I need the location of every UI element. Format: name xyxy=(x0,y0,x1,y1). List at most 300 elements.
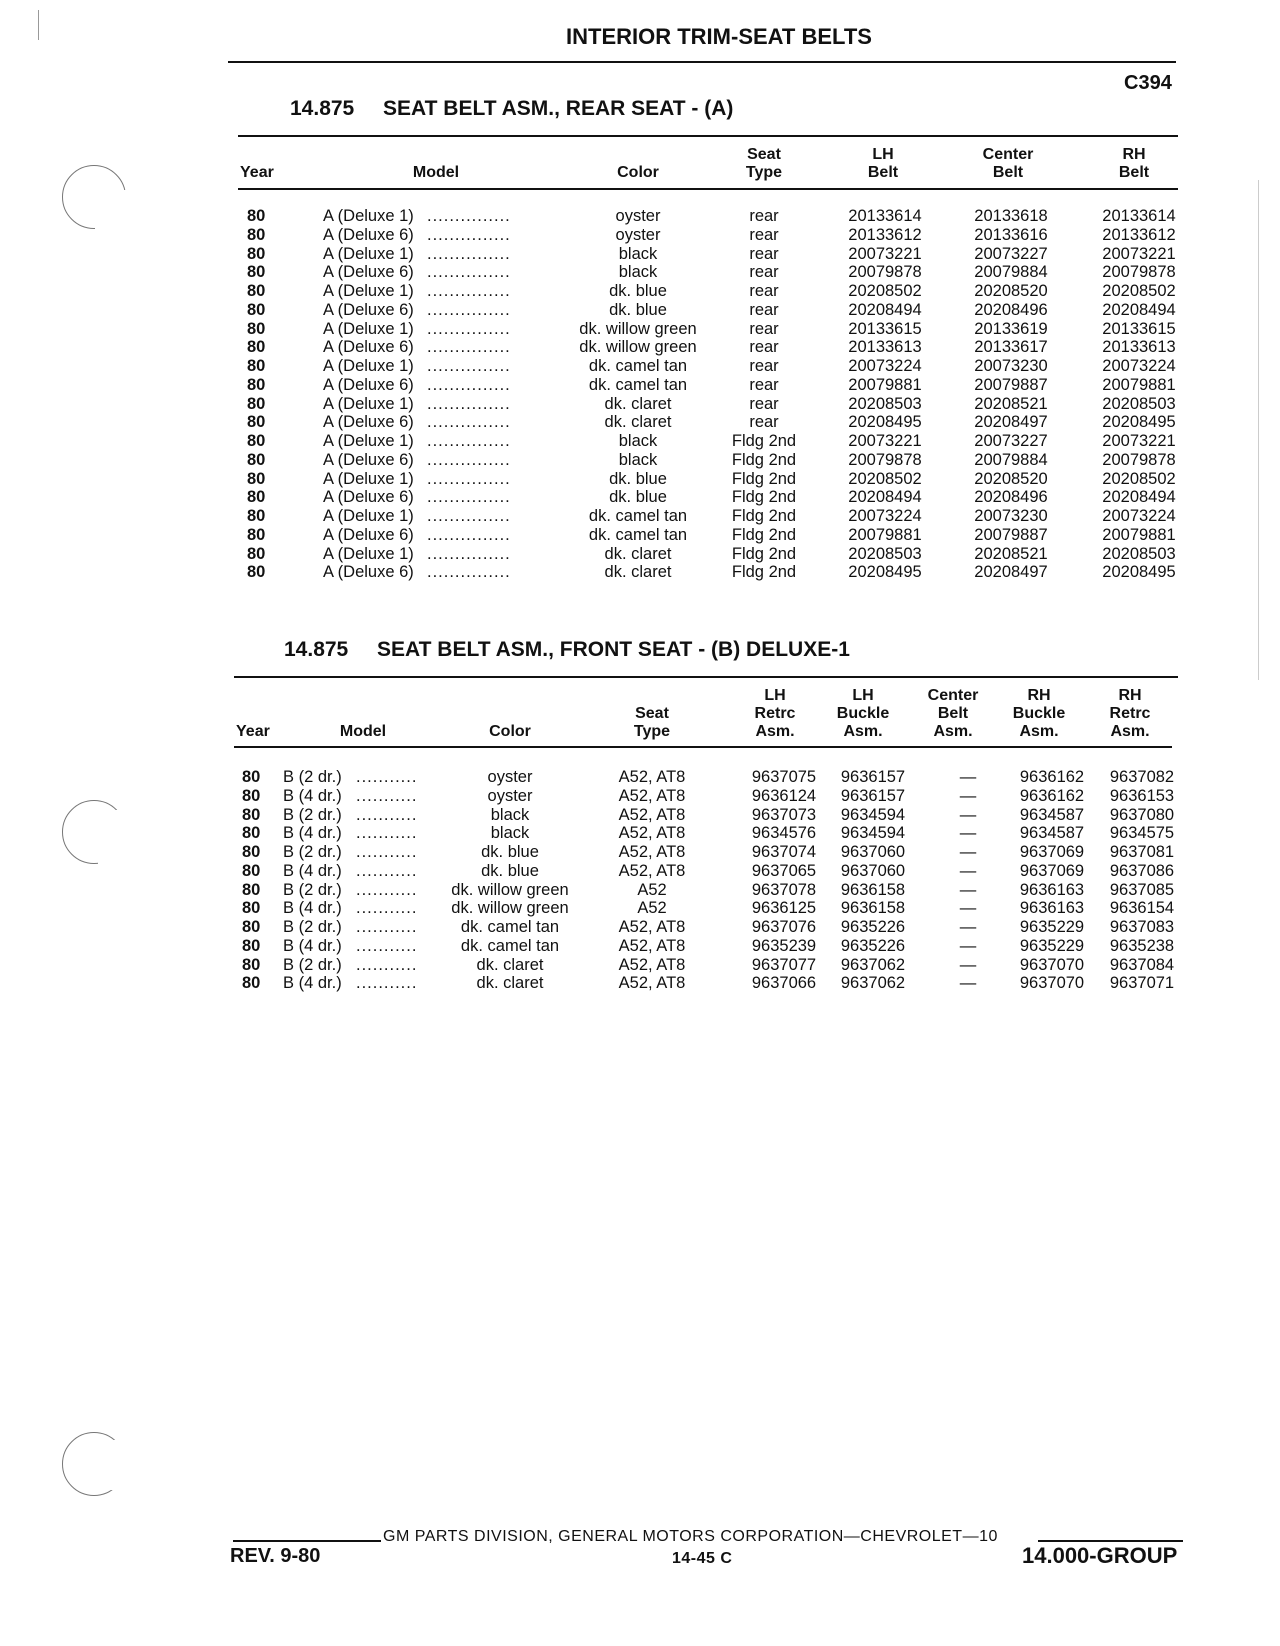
cell-rh-retrc: 9637081 xyxy=(1109,843,1175,861)
cell-lh-retrc: 9634576 xyxy=(751,824,817,843)
cell-center-belt: 20133619 xyxy=(974,319,1048,338)
cell-seat-type: Fldg 2nd xyxy=(731,544,797,563)
cell-model: A (Deluxe 6) xyxy=(323,413,414,432)
cell-color: dk. claret xyxy=(476,955,544,974)
cell-lh-retrc: 9635239 xyxy=(751,936,817,955)
table-row xyxy=(0,806,1280,825)
cell-lh-belt: 20208503 xyxy=(848,544,922,563)
cell-year: 80 xyxy=(247,469,266,488)
cell-center-belt: 20208520 xyxy=(974,469,1048,488)
cell-rh-belt: 20133613 xyxy=(1102,338,1176,357)
cell-center-belt: — xyxy=(959,899,977,918)
cell-model: B (4 dr.) xyxy=(283,786,342,805)
cell-lh-retrc: 9637065 xyxy=(751,861,817,880)
cell-center-belt: 20073230 xyxy=(974,357,1048,375)
cell-color: dk. willow green xyxy=(579,319,697,338)
cell-center-belt: — xyxy=(959,918,977,936)
cell-rh-belt: 20073224 xyxy=(1102,507,1176,525)
cell-year: 80 xyxy=(247,563,266,582)
cell-color: oyster xyxy=(615,225,661,244)
table-row xyxy=(0,338,1280,357)
cell-rh-buckle: 9636162 xyxy=(1019,768,1085,786)
cell-rh-belt: 20208503 xyxy=(1102,544,1176,563)
cell-rh-buckle: 9636163 xyxy=(1019,899,1085,918)
section-a-header-lh-belt xyxy=(843,146,923,182)
cell-color: black xyxy=(618,432,658,450)
cell-model: A (Deluxe 1) xyxy=(323,394,414,413)
cell-model: B (2 dr.) xyxy=(283,880,342,899)
cell-leader-dots: ............... xyxy=(427,525,511,544)
cell-color: dk. claret xyxy=(476,974,544,993)
cell-seat-type: A52, AT8 xyxy=(618,824,686,843)
cell-center-belt: 20073227 xyxy=(974,432,1048,450)
cell-rh-belt: 20073221 xyxy=(1102,432,1176,450)
cell-seat-type: rear xyxy=(749,263,779,282)
section-b-header-lh-buckle-line3: Asm. xyxy=(843,723,883,740)
cell-leader-dots: ........... xyxy=(356,843,418,861)
section-a-header-rule xyxy=(238,188,1178,190)
cell-color: dk. camel tan xyxy=(588,375,688,394)
cell-seat-type: Fldg 2nd xyxy=(731,450,797,469)
cell-lh-belt: 20073221 xyxy=(848,432,922,450)
section-a-number: 14.875 xyxy=(290,97,355,120)
cell-model: B (4 dr.) xyxy=(283,974,342,993)
cell-color: dk. camel tan xyxy=(460,918,560,936)
cell-color: dk. blue xyxy=(609,488,667,507)
cell-center-belt: — xyxy=(959,843,977,861)
cell-seat-type: rear xyxy=(749,357,779,375)
cell-center-belt: 20208496 xyxy=(974,300,1048,319)
cell-model: B (2 dr.) xyxy=(283,955,342,974)
section-b-header-center-belt-line2: Belt xyxy=(937,705,969,722)
table-row xyxy=(0,956,1280,975)
cell-leader-dots: ............... xyxy=(427,207,511,225)
table-row xyxy=(0,245,1280,264)
cell-model: A (Deluxe 1) xyxy=(323,207,414,225)
cell-lh-belt: 20073224 xyxy=(848,507,922,525)
cell-model: A (Deluxe 1) xyxy=(323,357,414,375)
cell-lh-belt: 20079878 xyxy=(848,450,922,469)
cell-lh-belt: 20208502 xyxy=(848,469,922,488)
section-a-title: SEAT BELT ASM., REAR SEAT - (A) xyxy=(383,97,734,120)
cell-lh-belt: 20208495 xyxy=(848,413,922,432)
cell-seat-type: rear xyxy=(749,207,779,225)
cell-year: 80 xyxy=(242,786,261,805)
cell-leader-dots: ............... xyxy=(427,432,511,450)
cell-model: B (4 dr.) xyxy=(283,899,342,918)
cell-leader-dots: ............... xyxy=(427,469,511,488)
cell-lh-belt: 20079881 xyxy=(848,375,922,394)
cell-lh-buckle: 9634594 xyxy=(840,805,906,824)
cell-lh-belt: 20079881 xyxy=(848,525,922,544)
cell-leader-dots: ............... xyxy=(427,244,511,263)
cell-center-belt: 20208497 xyxy=(974,413,1048,432)
section-a-header-year-text: Year xyxy=(240,164,274,181)
cell-leader-dots: ............... xyxy=(427,282,511,300)
cell-seat-type: A52 xyxy=(637,880,667,899)
cell-color: black xyxy=(618,244,658,263)
section-b-table-body xyxy=(0,768,1280,1008)
cell-rh-belt: 20073224 xyxy=(1102,357,1176,375)
cell-year: 80 xyxy=(247,507,266,525)
cell-lh-retrc: 9637066 xyxy=(751,974,817,993)
cell-seat-type: Fldg 2nd xyxy=(731,507,797,525)
cell-color: dk. claret xyxy=(604,394,672,413)
cell-year: 80 xyxy=(242,880,261,899)
section-b-header-center-belt-line1: Center xyxy=(927,687,979,704)
cell-center-belt: — xyxy=(959,861,977,880)
cell-model: A (Deluxe 6) xyxy=(323,225,414,244)
table-row xyxy=(0,937,1280,956)
cell-model: B (4 dr.) xyxy=(283,936,342,955)
table-row xyxy=(0,899,1280,918)
table-row xyxy=(0,263,1280,282)
cell-model: B (2 dr.) xyxy=(283,805,342,824)
cell-lh-buckle: 9637060 xyxy=(840,843,906,861)
cell-lh-retrc: 9637076 xyxy=(751,918,817,936)
cell-center-belt: — xyxy=(959,880,977,899)
section-b-header-lh-retrc-line3: Asm. xyxy=(755,723,795,740)
table-row xyxy=(0,488,1280,507)
cell-rh-retrc: 9637086 xyxy=(1109,861,1175,880)
table-row xyxy=(0,918,1280,937)
cell-lh-belt: 20133613 xyxy=(848,338,922,357)
cell-color: oyster xyxy=(487,786,533,805)
cell-rh-retrc: 9637071 xyxy=(1109,974,1175,993)
section-b-header-rh-buckle-line2: Buckle xyxy=(1012,705,1066,722)
table-row xyxy=(0,413,1280,432)
table-row xyxy=(0,451,1280,470)
cell-leader-dots: ........... xyxy=(356,880,418,899)
cell-rh-belt: 20208494 xyxy=(1102,300,1176,319)
cell-rh-belt: 20208502 xyxy=(1102,282,1176,300)
cell-rh-belt: 20073221 xyxy=(1102,244,1176,263)
section-b-header-year-text: Year xyxy=(236,723,270,740)
cell-seat-type: rear xyxy=(749,413,779,432)
cell-rh-retrc: 9637085 xyxy=(1109,880,1175,899)
cell-center-belt: 20208496 xyxy=(974,488,1048,507)
section-b-header-seat-type xyxy=(612,705,692,741)
cell-rh-buckle: 9634587 xyxy=(1019,805,1085,824)
cell-year: 80 xyxy=(242,861,261,880)
cell-year: 80 xyxy=(247,432,266,450)
cell-rh-belt: 20079878 xyxy=(1102,450,1176,469)
cell-year: 80 xyxy=(247,300,266,319)
cell-rh-buckle: 9634587 xyxy=(1019,824,1085,843)
section-b-header-lh-retrc xyxy=(735,687,815,741)
cell-year: 80 xyxy=(247,450,266,469)
cell-leader-dots: ............... xyxy=(427,375,511,394)
cell-year: 80 xyxy=(242,824,261,843)
footer-page-number: 14-45 C xyxy=(672,1550,733,1567)
cell-year: 80 xyxy=(242,843,261,861)
cell-leader-dots: ............... xyxy=(427,450,511,469)
cell-leader-dots: ........... xyxy=(356,899,418,918)
cell-rh-buckle: 9636163 xyxy=(1019,880,1085,899)
cell-year: 80 xyxy=(247,357,266,375)
cell-lh-buckle: 9637062 xyxy=(840,955,906,974)
cell-seat-type: Fldg 2nd xyxy=(731,525,797,544)
cell-year: 80 xyxy=(242,974,261,993)
cell-lh-belt: 20208502 xyxy=(848,282,922,300)
cell-center-belt: 20079884 xyxy=(974,263,1048,282)
cell-leader-dots: ............... xyxy=(427,413,511,432)
table-row xyxy=(0,432,1280,451)
cell-leader-dots: ........... xyxy=(356,974,418,993)
cell-model: B (4 dr.) xyxy=(283,861,342,880)
cell-rh-belt: 20079881 xyxy=(1102,525,1176,544)
cell-leader-dots: ............... xyxy=(427,338,511,357)
cell-year: 80 xyxy=(247,488,266,507)
table-row xyxy=(0,357,1280,376)
section-a-header-seat-type-line1: Seat xyxy=(747,146,781,163)
cell-year: 80 xyxy=(247,207,266,225)
cell-center-belt: 20133618 xyxy=(974,207,1048,225)
cell-color: dk. claret xyxy=(604,413,672,432)
cell-seat-type: rear xyxy=(749,225,779,244)
footer-rule-left xyxy=(233,1540,381,1542)
cell-color: dk. blue xyxy=(481,861,539,880)
cell-year: 80 xyxy=(247,319,266,338)
binder-hole-bottom-mask xyxy=(98,1440,138,1490)
cell-lh-retrc: 9637075 xyxy=(751,768,817,786)
cell-center-belt: 20073230 xyxy=(974,507,1048,525)
section-b-header-rh-buckle xyxy=(999,687,1079,741)
cell-rh-retrc: 9637080 xyxy=(1109,805,1175,824)
table-row xyxy=(0,395,1280,414)
cell-rh-belt: 20079881 xyxy=(1102,375,1176,394)
page-code: C394 xyxy=(1124,72,1172,94)
cell-year: 80 xyxy=(247,394,266,413)
section-b-header-rh-retrc xyxy=(1090,687,1170,741)
section-b-header-center-belt-line3: Asm. xyxy=(933,723,973,740)
section-b-header-lh-buckle-line2: Buckle xyxy=(836,705,890,722)
section-b-header-rh-retrc-line1: RH xyxy=(1118,687,1142,704)
table-row xyxy=(0,282,1280,301)
cell-year: 80 xyxy=(247,413,266,432)
cell-center-belt: 20133616 xyxy=(974,225,1048,244)
cell-color: dk. blue xyxy=(609,282,667,300)
cell-color: dk. camel tan xyxy=(588,507,688,525)
section-a-header-rh-belt xyxy=(1094,146,1174,182)
cell-lh-buckle: 9637062 xyxy=(840,974,906,993)
cell-color: black xyxy=(490,824,530,843)
cell-model: A (Deluxe 6) xyxy=(323,300,414,319)
cell-center-belt: 20208520 xyxy=(974,282,1048,300)
cell-model: A (Deluxe 1) xyxy=(323,432,414,450)
cell-seat-type: Fldg 2nd xyxy=(731,488,797,507)
section-a-header-rh-belt-line2: Belt xyxy=(1118,164,1150,181)
cell-leader-dots: ............... xyxy=(427,544,511,563)
cell-color: black xyxy=(618,450,658,469)
footer-group: 14.000-GROUP xyxy=(1022,1543,1178,1568)
section-b-header-rh-retrc-line2: Retrc xyxy=(1109,705,1151,722)
cell-model: B (2 dr.) xyxy=(283,918,342,936)
cell-lh-belt: 20208495 xyxy=(848,563,922,582)
cell-year: 80 xyxy=(247,544,266,563)
section-a-header-rh-belt-line1: RH xyxy=(1122,146,1146,163)
cell-leader-dots: ........... xyxy=(356,936,418,955)
table-row xyxy=(0,526,1280,545)
table-row xyxy=(0,824,1280,843)
cell-year: 80 xyxy=(247,244,266,263)
cell-seat-type: A52, AT8 xyxy=(618,936,686,955)
cell-rh-belt: 20208494 xyxy=(1102,488,1176,507)
cell-year: 80 xyxy=(247,338,266,357)
cell-seat-type: rear xyxy=(749,375,779,394)
cell-rh-buckle: 9637069 xyxy=(1019,861,1085,880)
cell-leader-dots: ............... xyxy=(427,488,511,507)
cell-lh-belt: 20133615 xyxy=(848,319,922,338)
cell-color: dk. willow green xyxy=(579,338,697,357)
cell-center-belt: 20079884 xyxy=(974,450,1048,469)
section-b-number: 14.875 xyxy=(284,638,349,661)
section-b-header-center-belt xyxy=(913,687,993,741)
cell-lh-buckle: 9636158 xyxy=(840,899,906,918)
cell-rh-buckle: 9635229 xyxy=(1019,918,1085,936)
cell-leader-dots: ........... xyxy=(356,805,418,824)
cell-color: black xyxy=(618,263,658,282)
cell-model: A (Deluxe 6) xyxy=(323,563,414,582)
cell-model: A (Deluxe 6) xyxy=(323,375,414,394)
section-a-header-color-text: Color xyxy=(617,164,659,181)
cell-leader-dots: ........... xyxy=(356,861,418,880)
section-b-title: SEAT BELT ASM., FRONT SEAT - (B) DELUXE-1 xyxy=(377,638,850,661)
cell-lh-buckle: 9637060 xyxy=(840,861,906,880)
cell-color: dk. claret xyxy=(604,563,672,582)
header-rule xyxy=(228,61,1176,63)
cell-rh-buckle: 9636162 xyxy=(1019,786,1085,805)
cell-center-belt: 20079887 xyxy=(974,525,1048,544)
cell-rh-retrc: 9637082 xyxy=(1109,768,1175,786)
table-row xyxy=(0,974,1280,993)
cell-seat-type: A52, AT8 xyxy=(618,974,686,993)
cell-color: dk. blue xyxy=(481,843,539,861)
cell-rh-belt: 20208502 xyxy=(1102,469,1176,488)
cell-color: oyster xyxy=(615,207,661,225)
cell-year: 80 xyxy=(242,899,261,918)
table-row xyxy=(0,843,1280,862)
cell-lh-retrc: 9637078 xyxy=(751,880,817,899)
cell-rh-retrc: 9636153 xyxy=(1109,786,1175,805)
cell-color: dk. willow green xyxy=(451,880,569,899)
cell-center-belt: 20073227 xyxy=(974,244,1048,263)
cell-model: B (2 dr.) xyxy=(283,768,342,786)
cell-lh-retrc: 9637077 xyxy=(751,955,817,974)
section-a-header-center-belt-line1: Center xyxy=(982,146,1034,163)
cell-lh-buckle: 9636158 xyxy=(840,880,906,899)
cell-seat-type: rear xyxy=(749,300,779,319)
cell-leader-dots: ........... xyxy=(356,955,418,974)
table-row xyxy=(0,376,1280,395)
section-b-header-lh-buckle-line1: LH xyxy=(852,687,874,704)
cell-color: oyster xyxy=(487,768,533,786)
section-b-header-lh-retrc-line2: Retrc xyxy=(754,705,796,722)
cell-lh-buckle: 9636157 xyxy=(840,768,906,786)
section-a-header-center-belt xyxy=(968,146,1048,182)
cell-color: dk. blue xyxy=(609,300,667,319)
cell-model: B (2 dr.) xyxy=(283,843,342,861)
table-row xyxy=(0,301,1280,320)
cell-center-belt: 20208521 xyxy=(974,544,1048,563)
cell-model: A (Deluxe 6) xyxy=(323,338,414,357)
cell-seat-type: A52, AT8 xyxy=(618,768,686,786)
cell-leader-dots: ............... xyxy=(427,507,511,525)
table-row xyxy=(0,470,1280,489)
cell-seat-type: A52, AT8 xyxy=(618,861,686,880)
cell-lh-retrc: 9637074 xyxy=(751,843,817,861)
cell-rh-belt: 20208503 xyxy=(1102,394,1176,413)
cell-year: 80 xyxy=(247,375,266,394)
section-a-header-lh-belt-line1: LH xyxy=(872,146,894,163)
cell-leader-dots: ........... xyxy=(356,768,418,786)
section-b-header-model-text: Model xyxy=(339,723,387,740)
section-b-header-rh-retrc-line3: Asm. xyxy=(1110,723,1150,740)
cell-rh-belt: 20208495 xyxy=(1102,563,1176,582)
cell-year: 80 xyxy=(242,955,261,974)
cell-year: 80 xyxy=(247,525,266,544)
table-row xyxy=(0,507,1280,526)
section-a-table-body xyxy=(0,207,1280,587)
table-row xyxy=(0,881,1280,900)
cell-center-belt: 20208497 xyxy=(974,563,1048,582)
cell-seat-type: rear xyxy=(749,338,779,357)
cell-seat-type: Fldg 2nd xyxy=(731,469,797,488)
left-edge-mark xyxy=(38,10,39,40)
cell-seat-type: Fldg 2nd xyxy=(731,432,797,450)
cell-center-belt: — xyxy=(959,786,977,805)
cell-lh-buckle: 9635226 xyxy=(840,918,906,936)
table-row xyxy=(0,320,1280,339)
cell-lh-belt: 20133614 xyxy=(848,207,922,225)
cell-lh-retrc: 9636124 xyxy=(751,786,817,805)
cell-lh-belt: 20208503 xyxy=(848,394,922,413)
cell-lh-belt: 20079878 xyxy=(848,263,922,282)
table-row xyxy=(0,226,1280,245)
cell-model: A (Deluxe 1) xyxy=(323,319,414,338)
cell-rh-belt: 20133614 xyxy=(1102,207,1176,225)
section-b-header-rh-buckle-line1: RH xyxy=(1027,687,1051,704)
cell-rh-belt: 20133612 xyxy=(1102,225,1176,244)
cell-year: 80 xyxy=(247,282,266,300)
cell-model: B (4 dr.) xyxy=(283,824,342,843)
cell-leader-dots: ........... xyxy=(356,824,418,843)
cell-center-belt: — xyxy=(959,955,977,974)
section-b-header-seat-type-line1: Seat xyxy=(635,705,669,722)
section-b-top-rule xyxy=(234,676,1178,678)
cell-rh-belt: 20133615 xyxy=(1102,319,1176,338)
cell-leader-dots: ............... xyxy=(427,225,511,244)
cell-rh-retrc: 9637083 xyxy=(1109,918,1175,936)
section-a-header-year xyxy=(240,164,274,182)
footer-revision: REV. 9-80 xyxy=(230,1545,321,1567)
section-a-header-seat-type xyxy=(724,146,804,182)
page-header: INTERIOR TRIM-SEAT BELTS xyxy=(566,24,872,49)
cell-lh-belt: 20073221 xyxy=(848,244,922,263)
cell-model: A (Deluxe 6) xyxy=(323,488,414,507)
table-row xyxy=(0,545,1280,564)
cell-year: 80 xyxy=(242,918,261,936)
cell-rh-belt: 20079878 xyxy=(1102,263,1176,282)
footer-rule-right xyxy=(1038,1540,1183,1542)
cell-center-belt: — xyxy=(959,974,977,993)
cell-rh-retrc: 9634575 xyxy=(1109,824,1175,843)
cell-leader-dots: ............... xyxy=(427,263,511,282)
cell-center-belt: — xyxy=(959,768,977,786)
cell-rh-buckle: 9635229 xyxy=(1019,936,1085,955)
cell-rh-buckle: 9637070 xyxy=(1019,955,1085,974)
table-row xyxy=(0,768,1280,787)
